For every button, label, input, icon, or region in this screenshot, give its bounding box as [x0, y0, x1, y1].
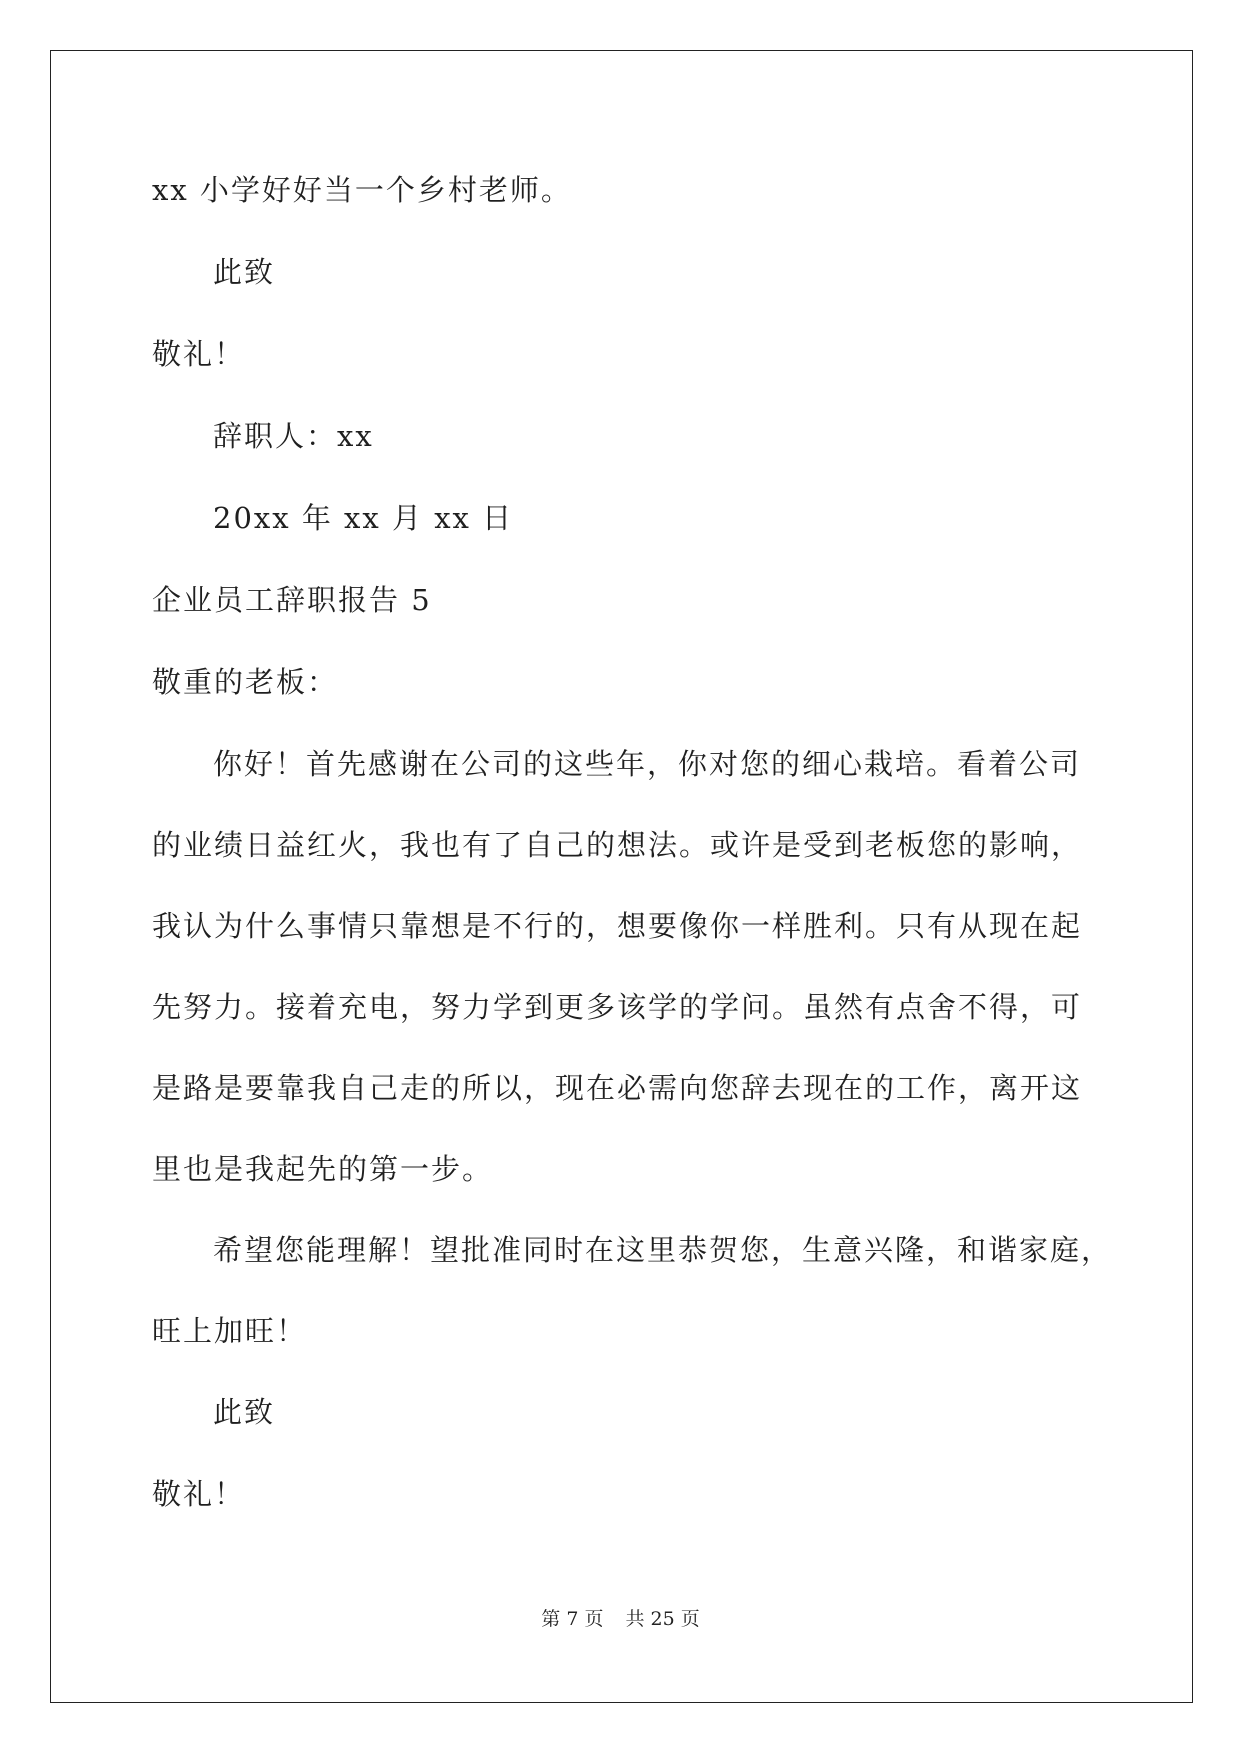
body-line: 是路是要靠我自己走的所以，现在必需向您辞去现在的工作，离开这: [152, 1071, 1083, 1105]
body-line: 希望您能理解！望批准同时在这里恭贺您，生意兴隆，和谐家庭，: [213, 1233, 1113, 1267]
body-line: xx 小学好好当一个乡村老师。: [152, 173, 572, 207]
closing-salutation: 此致: [213, 1395, 276, 1429]
page-footer: [0, 1606, 1241, 1632]
greeting-line: 敬重的老板：: [152, 665, 339, 699]
closing-regards: 敬礼！: [152, 337, 246, 371]
body-line: 旺上加旺！: [152, 1314, 308, 1348]
page-number-total: 共 25 页: [625, 1608, 700, 1630]
signature-line: 辞职人：xx: [213, 419, 374, 453]
body-line: 里也是我起先的第一步。: [152, 1152, 494, 1186]
page-number-current: 第 7 页: [541, 1608, 604, 1630]
date-line: 20xx 年 xx 月 xx 日: [213, 501, 514, 535]
body-line: 你好！首先感谢在公司的这些年，你对您的细心栽培。看着公司: [213, 747, 1082, 781]
closing-regards: 敬礼！: [152, 1477, 246, 1511]
body-line: 我认为什么事情只靠想是不行的，想要像你一样胜利。只有从现在起: [152, 909, 1083, 943]
body-line: 先努力。接着充电，努力学到更多该学的学问。虽然有点舍不得，可: [152, 990, 1083, 1024]
closing-salutation: 此致: [213, 255, 276, 289]
section-title: 企业员工辞职报告 5: [152, 583, 432, 617]
body-line: 的业绩日益红火，我也有了自己的想法。或许是受到老板您的影响，: [152, 828, 1083, 862]
page-border: [50, 50, 1193, 1703]
